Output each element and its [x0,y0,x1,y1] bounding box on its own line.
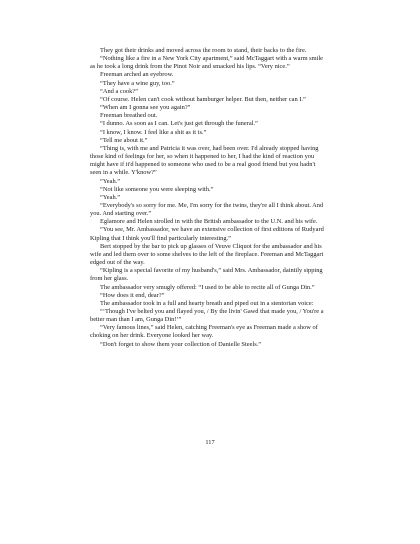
paragraph: The ambassador very smugly offered: “I used to be able to recite all of Gunga Din.” [100,283,315,291]
paragraph: “Everybody's so sorry for me. Me, I'm sorry for the twins, they're all I think about. And you. And starting over.” [90,201,324,218]
paragraph: “Kipling is a special favorite of my husband's,” said Mrs. Ambassador, daintily sipping from her glass. [90,267,323,283]
paragraph: Bert stopped by the bar to pick up glasses of Veuve Cliquot for the ambassador and his wife and led them over to some shelves to the left of the fireplace. Freeman and McTaggart edged out of the way. [90,242,324,267]
paragraph: “Tell me about it.” [100,136,148,144]
paragraph: “Not like someone you were sleeping with.” [100,185,214,193]
paragraph: Eglamore and Helen strolled in with the British ambassador to the U.N. and his wife. [100,218,318,226]
paragraph: “How does it end, dear?” [100,291,165,299]
paragraph: “Don't forget to show them your collection of Danielle Steels.” [100,340,262,348]
body-text [90,47,328,349]
paragraph: “‘Though I've belted you and flayed you, / By the livin' Gawd that made you, / You're a better man than I am, Gunga Din!’” [90,308,324,324]
paragraph: “Very famous lines,” said Helen, catching Freeman's eye as Freeman made a show of choking on her drink. Everyone looked her way. [90,324,318,340]
paragraph: Freeman breathed out. [100,112,158,120]
paragraph: “Yeah.” [100,193,121,201]
paragraph: They got their drinks and moved across the room to stand, their backs to the fire. [100,47,307,54]
paragraph: “Yeah.” [100,177,121,185]
paragraph: “And a cook?” [100,87,138,95]
paragraph: “You see, Mr. Ambassador, we have an extensive collection of first editions of Rudyard Kipling that I think you'll find particularly interesting.” [90,226,324,242]
page-number: 117 [205,439,215,446]
paragraph: “I dunno. As soon as I can. Let's just get through the funeral.” [100,120,258,128]
paragraph: “Of course. Helen can't cook without hamburger helper. But then, neither can I.” [100,95,306,103]
paragraph: “When am I gonna see you again?” [100,104,191,112]
paragraph: “They have a wine guy, too.” [100,79,175,87]
paragraph: Freeman arched an eyebrow. [100,71,174,79]
paragraph: “I know, I know. I feel like a shit as it is.” [100,128,207,136]
paragraph: “Thing is, with me and Patricia it was over, had been over. I'd already stopped having those kind of feelings for her, so when it happened to her, I had the kind of reaction you might have if it'd happened to someone who used to be a real good friend but you hadn't seen in a while. Y'know?” [90,144,319,177]
paragraph: “Nothing like a fire in a New York City apartment,” said McTaggart with a warm smile as he took a long drink from the Pinot Noir and smacked his lips. “Very nice.” [90,55,323,71]
paragraph: The ambassador took in a full and hearty breath and piped out in a stentorian voice: [100,299,314,307]
